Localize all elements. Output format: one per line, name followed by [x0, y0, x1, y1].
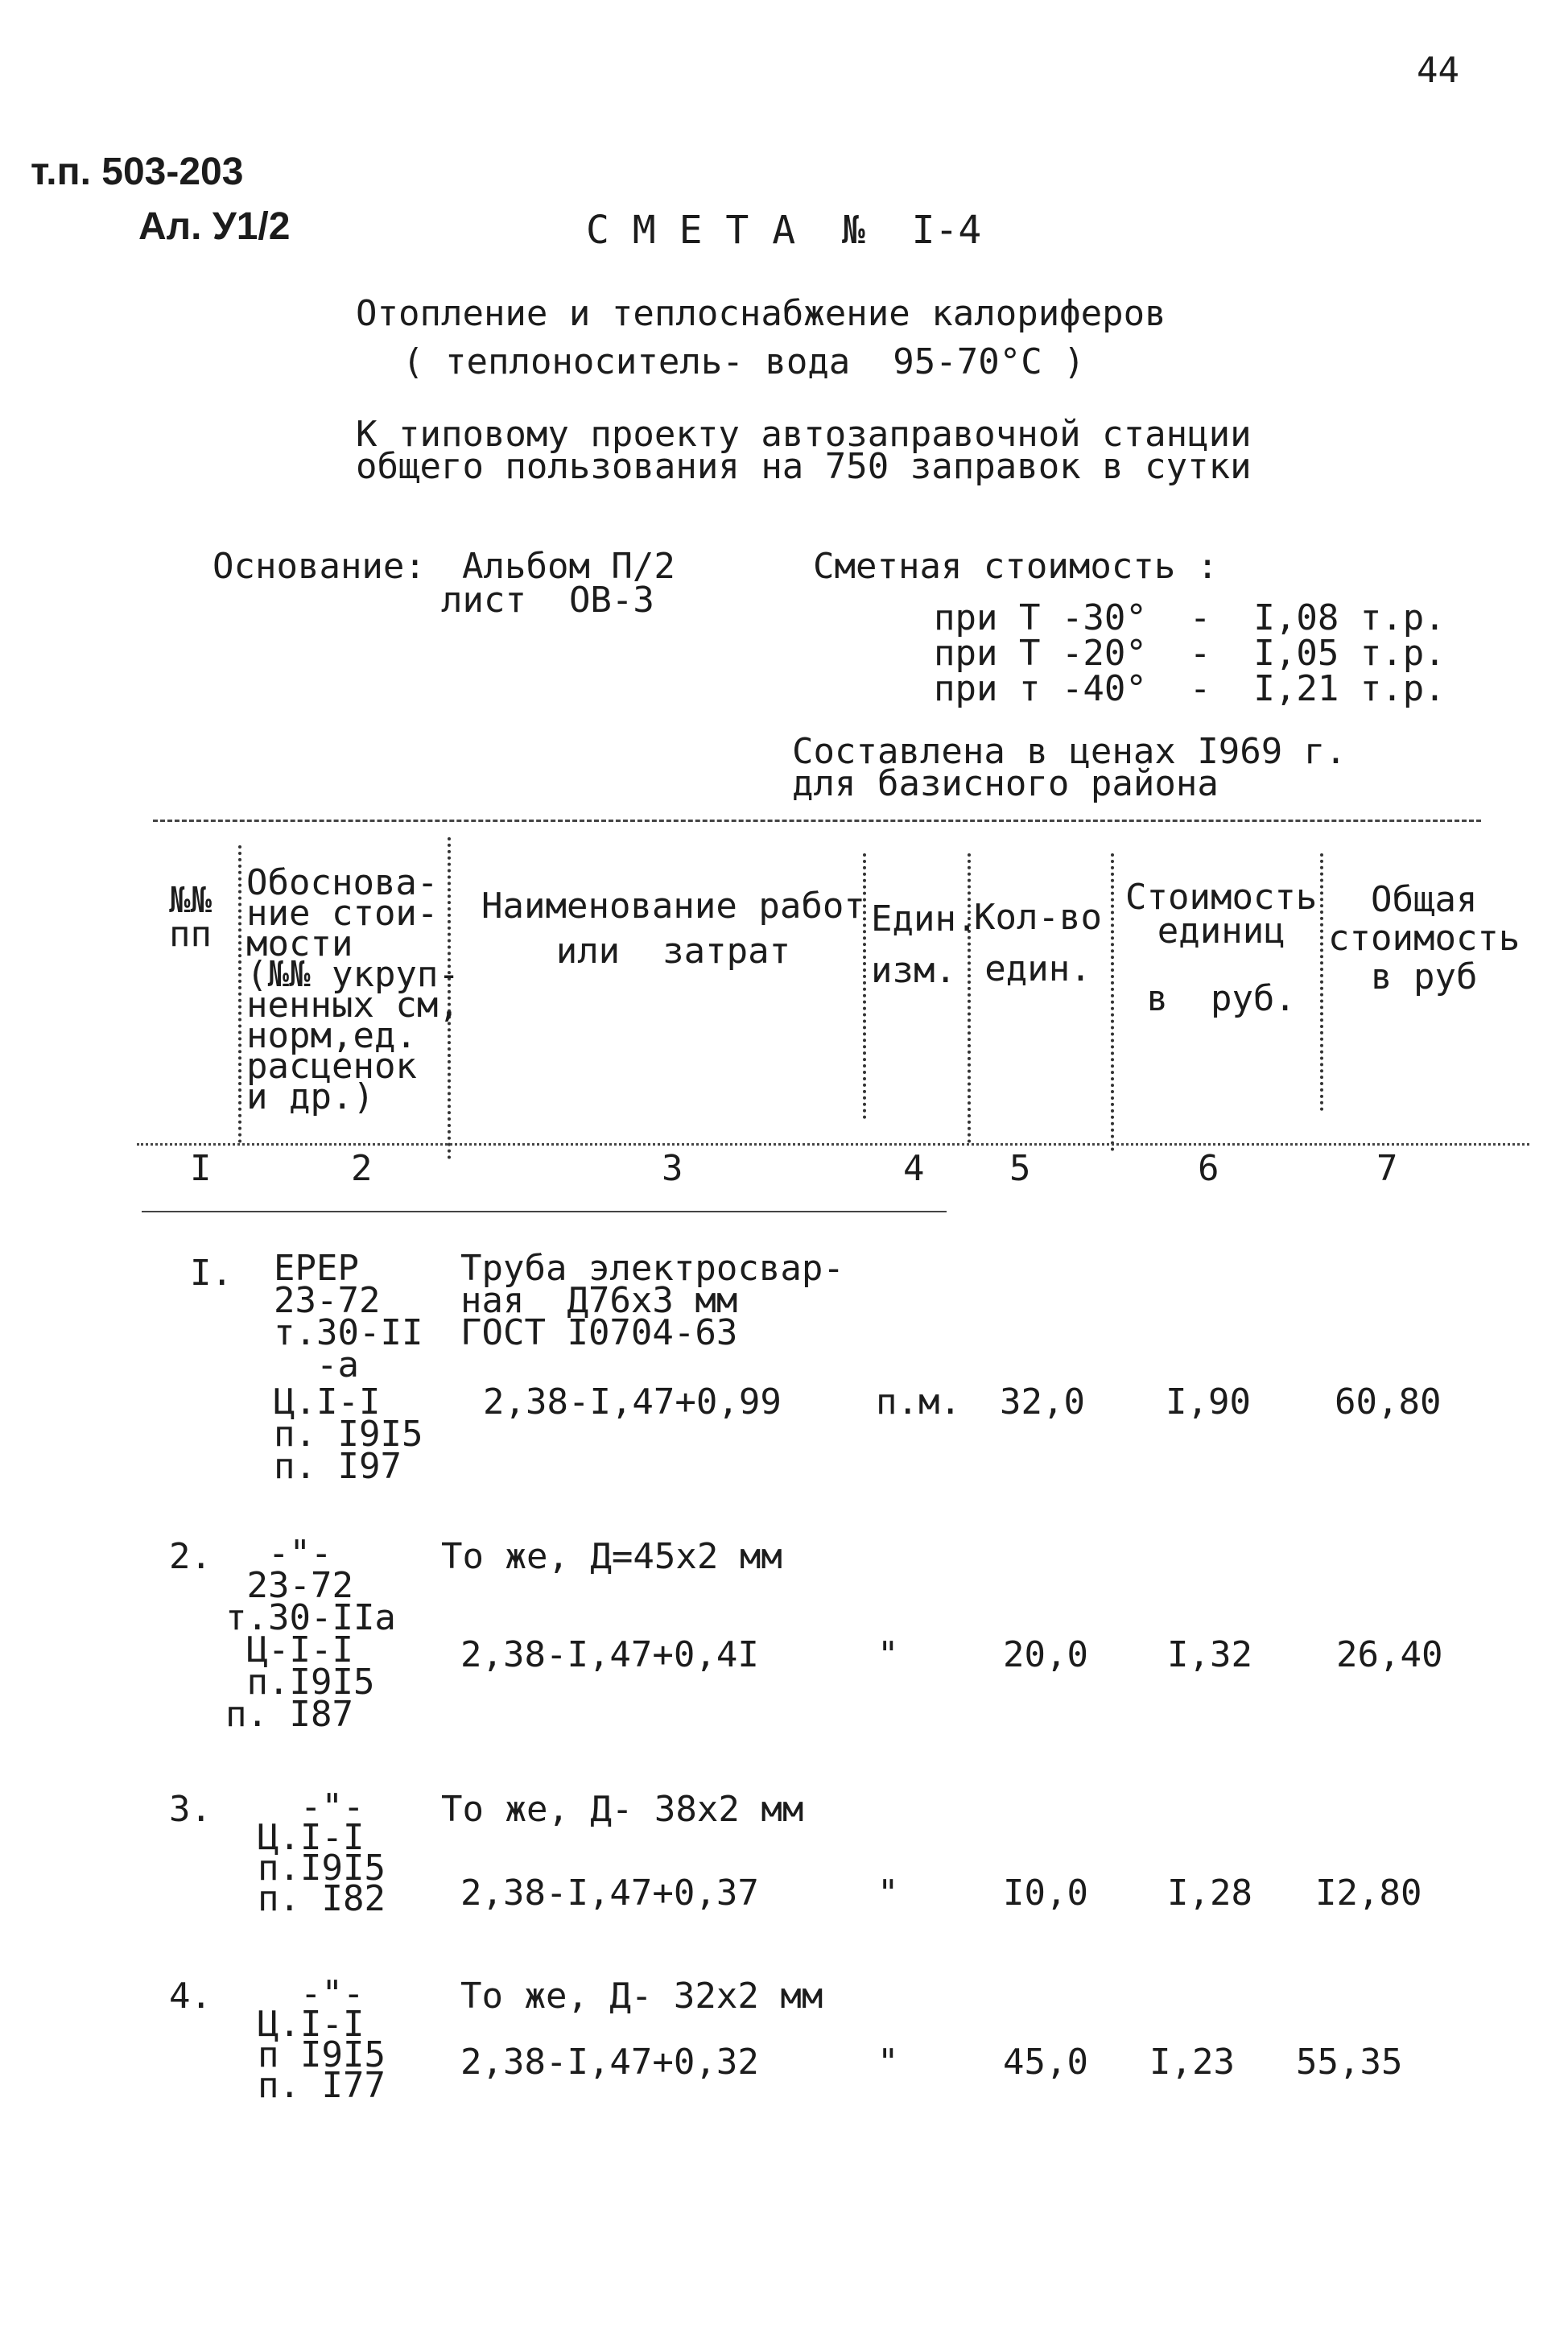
- header-col-total-cost: Общая стоимость в руб: [1328, 879, 1521, 997]
- row-calculation: 2,38-I,47+0,4I: [460, 1634, 759, 1675]
- row-number: 3.: [169, 1789, 212, 1830]
- column-number: 5: [1009, 1148, 1031, 1189]
- row-basis: ЕРЕР 23-72 т.30-II -а: [274, 1248, 423, 1385]
- header-col-unit: Един. изм.: [871, 898, 978, 991]
- basis-label: Основание:: [213, 546, 426, 587]
- prices-line-2: для базисного района: [792, 763, 1219, 804]
- album-ref: Ал. У1/2: [138, 205, 291, 248]
- row-calculation: 2,38-I,47+0,99: [483, 1381, 782, 1423]
- table-top-rule: [153, 820, 1481, 822]
- estimated-cost-line: при Т -30° - I,08 т.р.: [934, 597, 1446, 638]
- row-basis-reference: Ц.I-I п. I9I5 п. I97: [274, 1381, 423, 1487]
- row-total-cost: 60,80: [1335, 1381, 1442, 1423]
- row-basis: -"- Ц.I-I п.I9I5 п. I82: [258, 1786, 386, 1919]
- estimated-cost-line: при Т -20° - I,05 т.р.: [934, 633, 1446, 674]
- row-basis: -"- Ц.I-I п I9I5 п. I77: [258, 1973, 386, 2106]
- column-number: I: [190, 1148, 212, 1189]
- row-unit: ": [877, 1634, 899, 1675]
- estimated-cost-line: при т -40° - I,21 т.р.: [934, 668, 1446, 709]
- row-total-cost: I2,80: [1315, 1873, 1422, 1914]
- column-number: 7: [1376, 1148, 1398, 1189]
- prices-line-1: Составлена в ценах I969 г.: [792, 731, 1347, 772]
- row-unit-cost: I,90: [1166, 1381, 1251, 1423]
- column-number: 3: [662, 1148, 683, 1189]
- row-calculation: 2,38-I,47+0,32: [460, 2042, 759, 2083]
- row-name: То же, Д- 38х2 мм: [441, 1789, 804, 1830]
- row-unit: ": [877, 1873, 899, 1914]
- row-unit-cost: I,28: [1167, 1873, 1252, 1914]
- column-numbers-bottom-rule: [142, 1211, 947, 1212]
- document-title: С М Е Т А № I-4: [586, 208, 982, 253]
- subtitle-line-2: ( теплоноситель- вода 95-70°С ): [402, 341, 1085, 382]
- row-quantity: 45,0: [1003, 2042, 1088, 2083]
- row-name: То же, Д- 32х2 мм: [460, 1976, 823, 2017]
- column-number: 6: [1198, 1148, 1219, 1189]
- row-quantity: 20,0: [1003, 1634, 1088, 1675]
- header-bottom-rule: [137, 1143, 1529, 1146]
- header-col-number: №№ пп: [169, 880, 212, 955]
- header-col-basis: Обоснова- ние стои- мости (№№ укруп- ненных см, норм,ед. расценок и др.): [246, 862, 460, 1117]
- estimated-cost-label: Сметная стоимость :: [813, 546, 1219, 587]
- column-number: 2: [351, 1148, 373, 1189]
- column-separator: [1111, 853, 1114, 1151]
- header-col-unit-cost: Стоимость единиц в руб.: [1125, 877, 1318, 1019]
- project-line-2: общего пользования на 750 заправок в сутки: [356, 446, 1252, 487]
- row-total-cost: 26,40: [1336, 1634, 1443, 1675]
- row-quantity: 32,0: [1000, 1381, 1085, 1423]
- header-col-quantity: Кол-во един.: [974, 897, 1102, 989]
- row-calculation: 2,38-I,47+0,37: [460, 1873, 759, 1914]
- row-unit: ": [877, 2042, 899, 2083]
- row-quantity: I0,0: [1003, 1873, 1088, 1914]
- column-separator: [1320, 853, 1323, 1111]
- project-code: т.п. 503-203: [31, 151, 244, 193]
- subtitle-line-1: Отопление и теплоснабжение калориферов: [356, 293, 1166, 334]
- column-number: 4: [903, 1148, 925, 1189]
- row-name: Труба электросвар- ная Д76х3 мм ГОСТ I0704-63: [460, 1248, 844, 1353]
- basis-value-1: Альбом П/2: [462, 546, 675, 587]
- row-basis: -"- 23-72 т.30-IIа Ц-I-I п.I9I5 п. I87: [225, 1533, 396, 1735]
- header-col-name: Наименование работ или затрат: [481, 886, 865, 972]
- row-unit: п.м.: [876, 1381, 961, 1423]
- basis-value-2: лист ОВ-3: [441, 580, 654, 621]
- page-number: 44: [1417, 50, 1459, 91]
- row-number: I.: [190, 1253, 233, 1294]
- row-number: 2.: [169, 1536, 212, 1577]
- row-unit-cost: I,32: [1167, 1634, 1252, 1675]
- project-line-1: К типовому проекту автозаправочной станции: [356, 414, 1252, 455]
- column-separator: [238, 845, 241, 1143]
- row-total-cost: 55,35: [1296, 2042, 1403, 2083]
- row-name: То же, Д=45х2 мм: [441, 1536, 782, 1577]
- row-number: 4.: [169, 1976, 212, 2017]
- row-unit-cost: I,23: [1149, 2042, 1235, 2083]
